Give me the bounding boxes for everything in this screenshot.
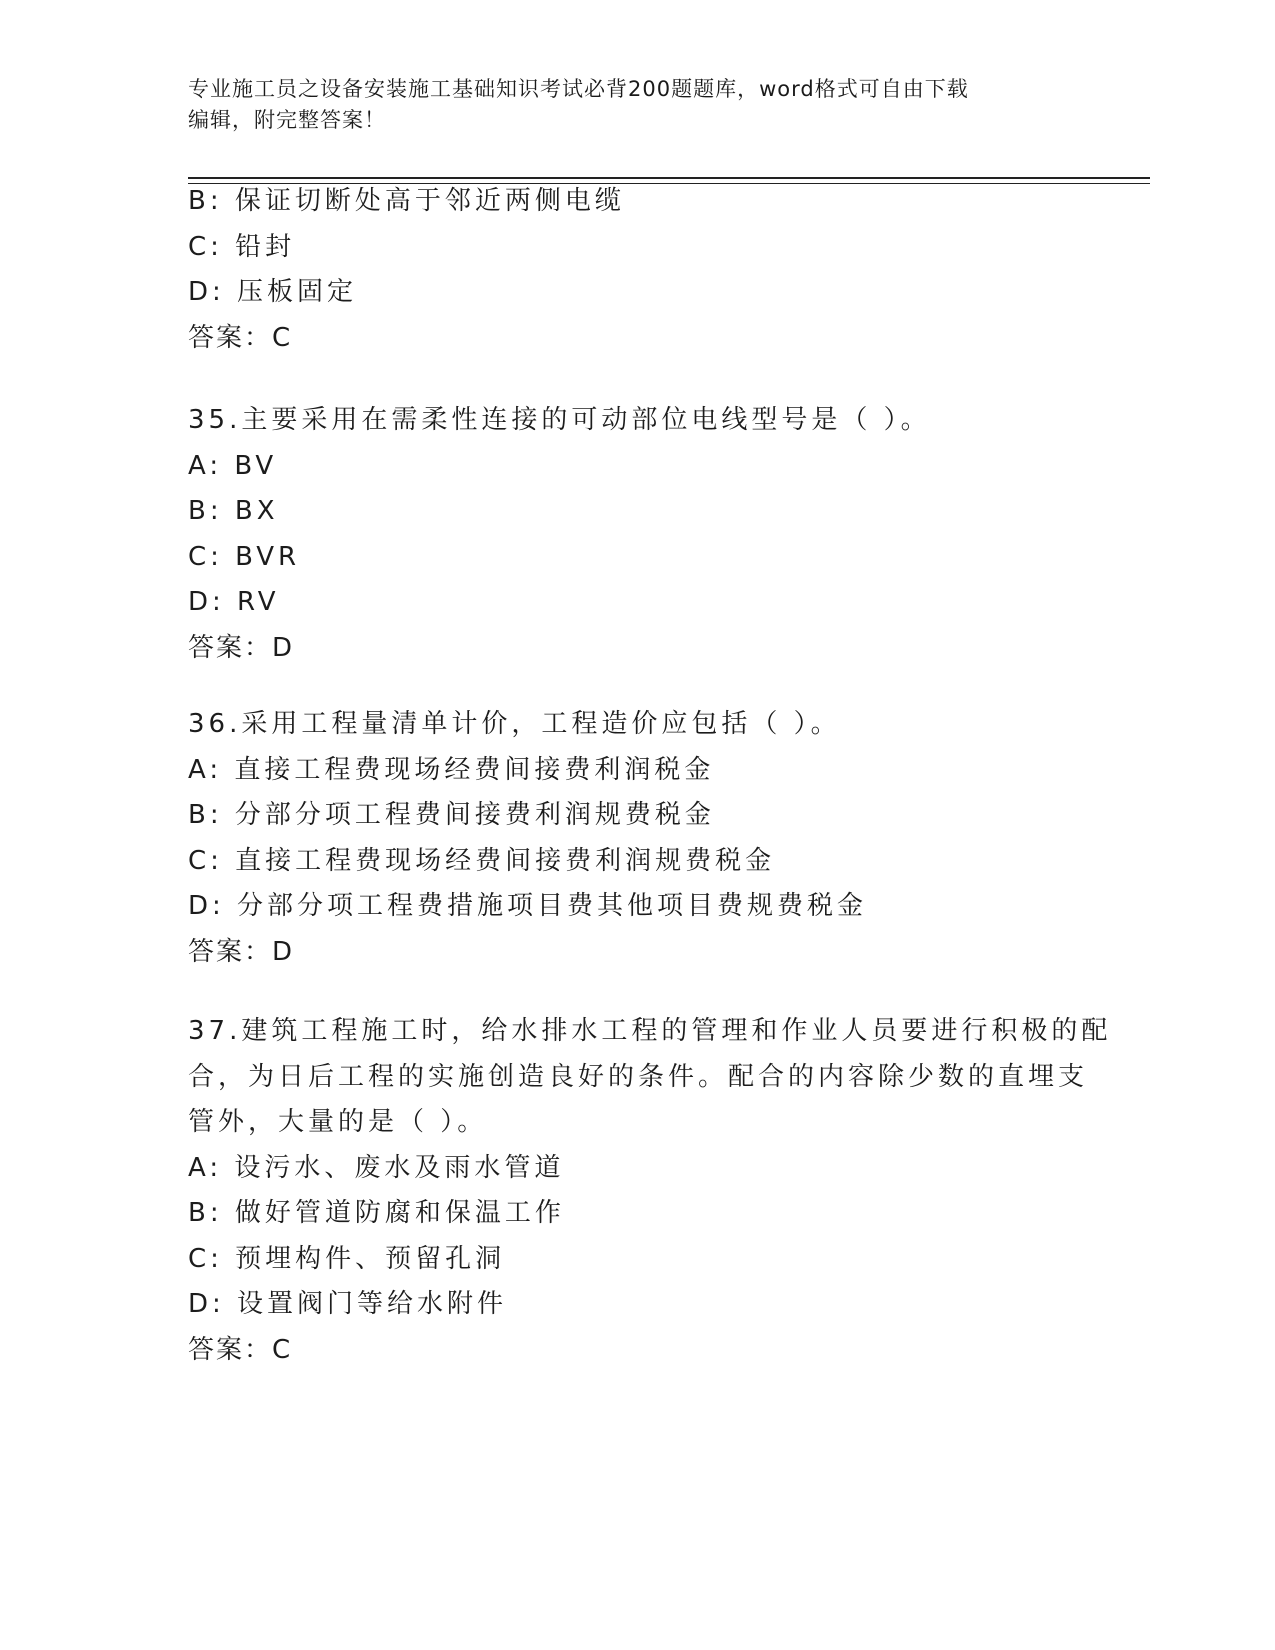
option-b: B: 保证切断处高于邻近两侧电缆 <box>188 186 625 216</box>
option-c: C: 预埋构件、预留孔洞 <box>188 1243 506 1274</box>
header-title-line-1: 专业施工员之设备安装施工基础知识考试必背200题题库，word格式可自由下载 <box>188 77 969 101</box>
option-b: B: BX <box>188 496 279 526</box>
option-a: A: 直接工程费现场经费间接费利润税金 <box>188 754 715 785</box>
question-34-continued <box>188 179 1088 361</box>
option-a: A: BV <box>188 450 278 481</box>
question-35 <box>188 398 1088 671</box>
option-d: D: RV <box>188 587 280 617</box>
option-c: C: 铅封 <box>188 231 296 262</box>
question-36 <box>188 702 1088 975</box>
question-stem: 36.采用工程量清单计价，工程造价应包括（ ）。 <box>188 709 841 739</box>
option-b: B: 分部分项工程费间接费利润规费税金 <box>188 800 715 830</box>
question-stem-line-1: 37.建筑工程施工时，给水排水工程的管理和作业人员要进行积极的配 <box>188 1016 1112 1046</box>
option-d: D: 压板固定 <box>188 277 358 307</box>
answer-line: 答案：D <box>188 936 295 967</box>
question-stem-line-3: 管外，大量的是（ ）。 <box>188 1107 488 1137</box>
answer-line: 答案：C <box>188 1334 293 1365</box>
option-d: D: 设置阀门等给水附件 <box>188 1289 508 1319</box>
question-stem-line-2: 合，为日后工程的实施创造良好的条件。配合的内容除少数的直埋支 <box>188 1061 1089 1092</box>
answer-line: 答案：C <box>188 322 293 353</box>
option-c: C: 直接工程费现场经费间接费利润规费税金 <box>188 845 776 876</box>
document-header <box>188 74 1088 136</box>
option-a: A: 设污水、废水及雨水管道 <box>188 1152 565 1183</box>
option-d: D: 分部分项工程费措施项目费其他项目费规费税金 <box>188 891 868 921</box>
header-title-line-2: 编辑，附完整答案！ <box>188 108 386 132</box>
answer-line: 答案：D <box>188 632 295 663</box>
question-stem: 35.主要采用在需柔性连接的可动部位电线型号是（ ）。 <box>188 405 931 435</box>
question-37 <box>188 1009 1112 1373</box>
option-c: C: BVR <box>188 541 301 572</box>
option-b: B: 做好管道防腐和保温工作 <box>188 1198 565 1228</box>
